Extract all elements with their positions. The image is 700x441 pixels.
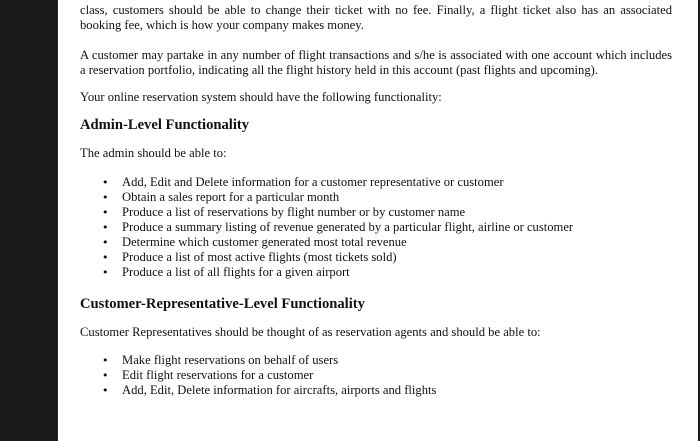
bullet-icon: • <box>102 369 109 383</box>
bullet-icon: • <box>102 265 109 279</box>
list-item <box>102 368 672 383</box>
bullet-icon: • <box>102 354 109 368</box>
document-page[interactable] <box>58 0 698 441</box>
document-content <box>80 3 672 412</box>
list-item-text: Produce a list of reservations by flight number or by customer name <box>122 204 466 219</box>
list-item <box>102 383 672 398</box>
bullet-icon: • <box>102 235 109 249</box>
list-item-text: Produce a summary listing of revenue generated by a particular flight, airline or customer <box>122 219 574 234</box>
list-item-text: Edit flight reservations for a customer <box>122 368 314 383</box>
list-item-text: Add, Edit and Delete information for a customer representative or customer <box>122 174 504 189</box>
admin-intro: The admin should be able to: <box>80 145 227 160</box>
list-item-text: Produce a list of most active flights (most tickets sold) <box>122 249 397 264</box>
list-item <box>102 250 672 265</box>
paragraph-account: A customer may partake in any number of flight transactions and s/he is associated with one account which includes a reservation portfolio, indicating all the flight history held in this account (past flights and upcoming). <box>80 48 672 77</box>
list-item <box>102 175 672 190</box>
bullet-icon: • <box>102 384 109 398</box>
list-item-text: Produce a list of all flights for a given airport <box>122 264 350 279</box>
list-item <box>102 353 672 368</box>
heading-representative: Customer-Representative-Level Functionality <box>80 295 365 312</box>
list-item-text: Make flight reservations on behalf of users <box>122 353 339 368</box>
admin-list <box>80 175 672 280</box>
representative-intro: Customer Representatives should be thought of as reservation agents and should be able to: <box>80 324 541 339</box>
paragraph-functionality: Your online reservation system should have the following functionality: <box>80 90 442 105</box>
list-item-text: Determine which customer generated most total revenue <box>122 234 407 249</box>
list-item <box>102 190 672 205</box>
list-item-text: Add, Edit, Delete information for aircrafts, airports and flights <box>122 383 437 398</box>
bullet-icon: • <box>102 190 109 204</box>
list-item <box>102 220 672 235</box>
bullet-icon: • <box>102 250 109 264</box>
bullet-icon: • <box>102 205 109 219</box>
list-item <box>102 265 672 280</box>
heading-admin: Admin-Level Functionality <box>80 116 250 133</box>
list-item <box>102 205 672 220</box>
bullet-icon: • <box>102 220 109 234</box>
representative-list <box>80 353 672 398</box>
paragraph-fees: class, customers should be able to change their ticket with no fee. Finally, a flight ticket also has an associated booking fee, which is how your company makes money. <box>80 3 672 32</box>
bullet-icon: • <box>102 175 109 189</box>
list-item-text: Obtain a sales report for a particular month <box>122 189 340 204</box>
list-item <box>102 235 672 250</box>
